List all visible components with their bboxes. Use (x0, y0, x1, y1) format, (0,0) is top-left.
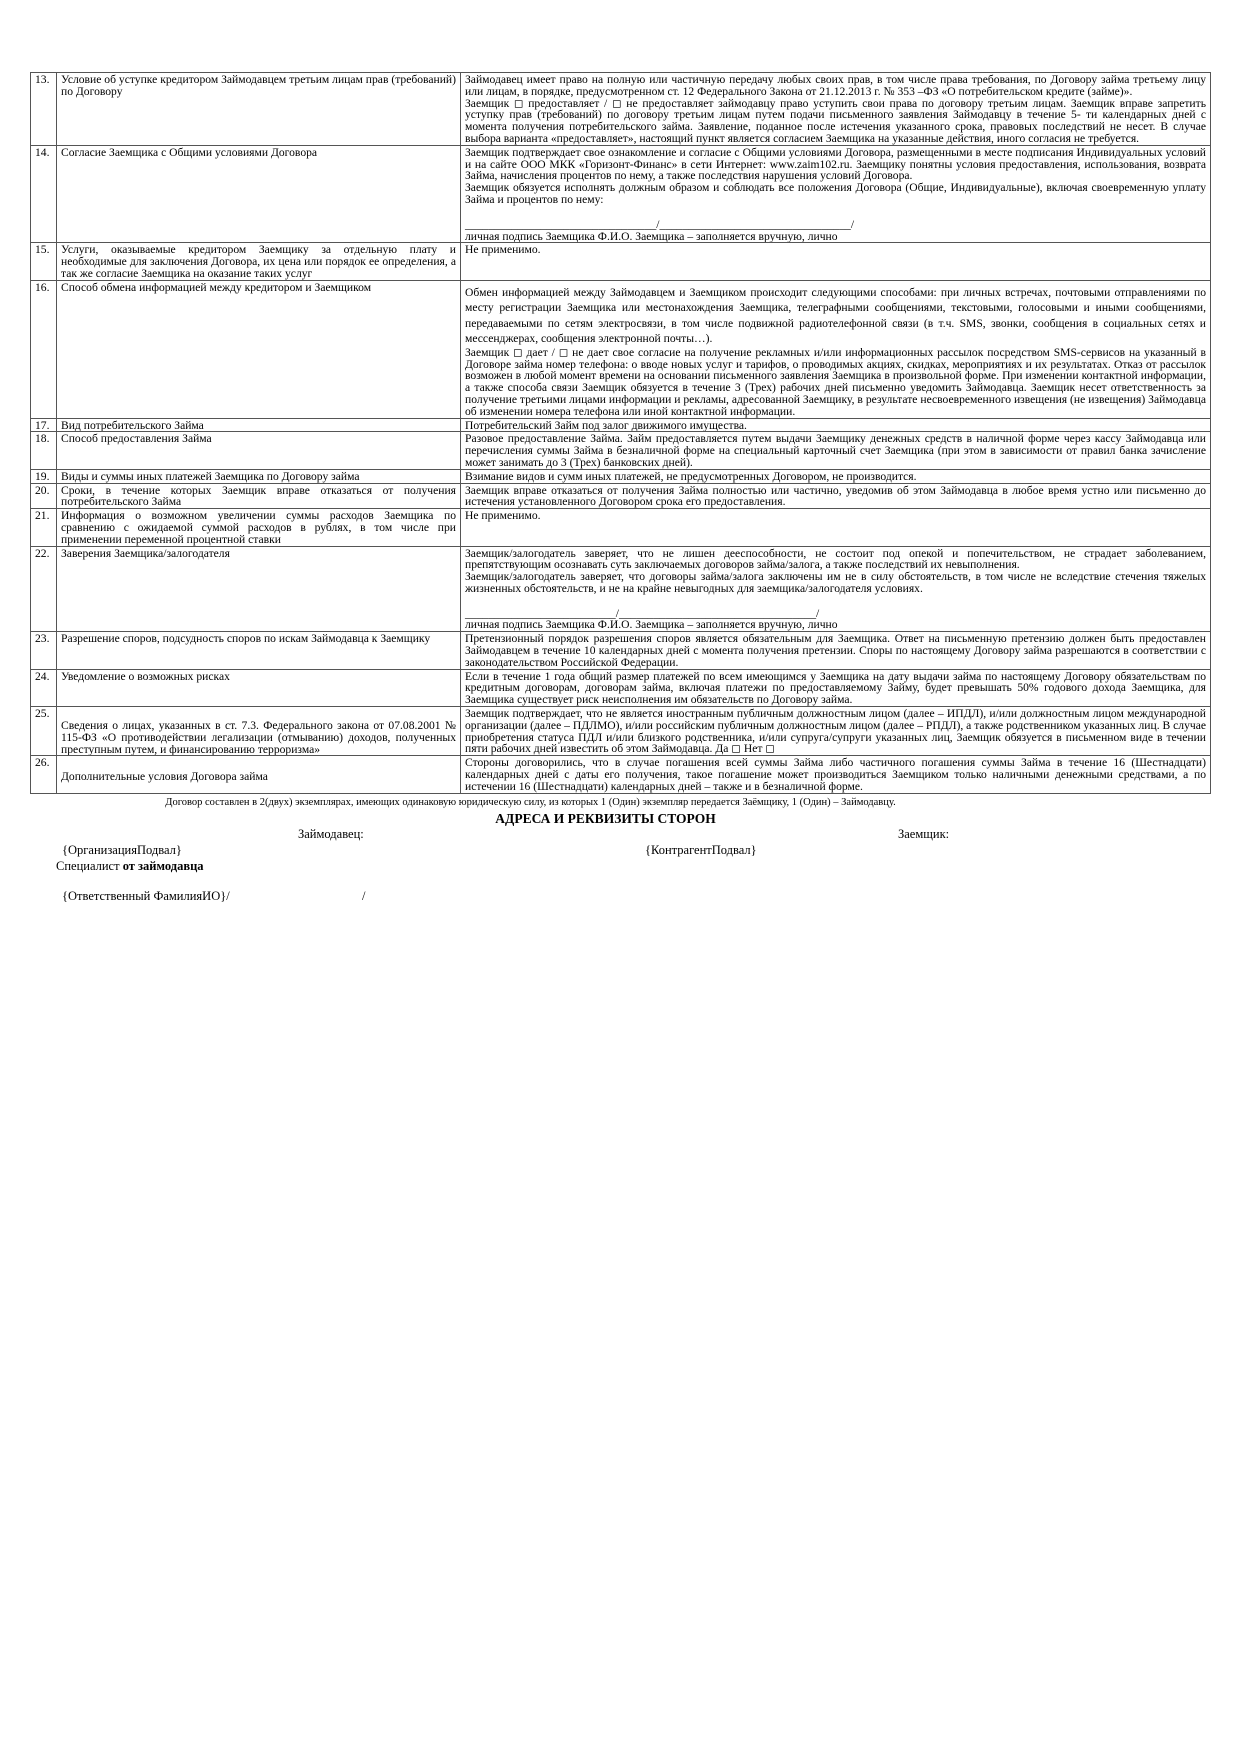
condition-cell (57, 145, 461, 243)
signature-caption: личная подпись Заемщика Ф.И.О. Заемщика – заполняется вручную, лично (465, 618, 838, 632)
responsible-tail: / (362, 888, 366, 903)
signature-line: __________________________/__________________________________/ (465, 606, 820, 620)
row-number: 19. (31, 469, 57, 483)
value-paragraph: Заемщик вправе отказаться от получения Займа полностью или частично, уведомив об этом Займодавца в любое время устно или письменно до истечения установленного Договором срока его предоставления. (465, 483, 1206, 509)
row-number: 22. (31, 546, 57, 632)
condition-text: Услуги, оказываемые кредитором Заемщику за отдельную плату и необходимые для заключения Договора, их цена или порядок ее определения, а так же согласие Заемщика на оказание таких услуг (61, 243, 456, 280)
value-cell (461, 707, 1211, 756)
table-row (31, 707, 1211, 756)
signature-line: _________________________________/_________________________________/ (465, 217, 855, 231)
table-row (31, 632, 1211, 669)
value-cell (461, 432, 1211, 469)
value-paragraph: Потребительский Займ под залог движимого имущества. (465, 418, 747, 432)
condition-cell (57, 756, 461, 793)
borrower-label: Заемщик: (898, 826, 950, 841)
condition-cell (57, 280, 461, 418)
parties-labels-row (30, 827, 1211, 843)
value-cell (461, 509, 1211, 546)
row-number: 20. (31, 483, 57, 509)
specialist-label (56, 859, 204, 874)
condition-text: Дополнительные условия Договора займа (61, 770, 268, 784)
value-paragraph: Обмен информацией между Займодавцем и Заемщиком происходит следующими способами: при личных встречах, почтовыми отправлениями по месту регистрации Заемщика или местонахождения Заемщика, телеграфными сообщениями, текстовыми, голосовыми и иными сообщениями, передаваемыми по сетям электросвязи, в том числе подвижной радиотелефонной связи (в т.ч. SMS, звонки, сообщения в социальных сетях и мессенджерах, сообщения электронной почты…). (465, 285, 1206, 346)
value-cell (461, 669, 1211, 706)
value-cell (461, 418, 1211, 432)
value-paragraph: Разовое предоставление Займа. Займ предоставляется путем выдачи Заемщику денежных средств в наличной форме через кассу Займодавца или перечисления суммы Займа в безналичной форме на специальный карточный счет Заемщика (при этом в зависимости от правил банка зачисление может занимать до 3 (Трех) банковских дней). (465, 432, 1206, 469)
condition-text: Виды и суммы иных платежей Заемщика по Договору займа (61, 469, 360, 483)
value-paragraph: Заемщик/залогодатель заверяет, что договоры займа/залога заключены им не в силу обстоятельств, в том числе не вследствие стечения тяжелых жизненных обстоятельств, и не на крайне невыгодных для заемщика/залогодателя условиях. (465, 570, 1206, 595)
value-paragraph: Претензионный порядок разрешения споров является обязательным для Заемщика. Ответ на письменную претензию должен быть предоставлен Займодавцем в течение 10 календарных дней с момента получения претензии. Споры по настоящему Договору займа разрешаются в соответствии с законодательством Российской Федерации. (465, 632, 1206, 669)
row-number: 26. (31, 756, 57, 793)
value-cell (461, 483, 1211, 509)
condition-text: Сроки, в течение которых Заемщик вправе отказаться от получения потребительского Займа (61, 483, 456, 509)
condition-cell (57, 707, 461, 756)
table-row (31, 432, 1211, 469)
responsible-placeholder: {Ответственный ФамилияИО}/ (62, 888, 230, 903)
specialist-bold: от займодавца (122, 858, 204, 873)
condition-text: Уведомление о возможных рисках (61, 669, 230, 683)
table-row (31, 469, 1211, 483)
document-page (30, 72, 1211, 905)
value-cell (461, 469, 1211, 483)
lender-label: Займодавец: (298, 826, 364, 841)
condition-cell (57, 243, 461, 280)
value-cell (461, 145, 1211, 243)
value-cell (461, 756, 1211, 793)
table-row (31, 509, 1211, 546)
value-cell (461, 243, 1211, 280)
value-paragraph: Если в течение 1 года общий размер платежей по всем имеющимся у Заемщика на дату выдачи займа по настоящему Договору обязательствам по кредитным договорам, договорам займа, включая платежи по предоставляемому Займу, будет превышать 50% годового дохода Заемщика, для Заемщика существует риск неисполнения им обязательств по Договору займа. (465, 669, 1206, 707)
condition-text: Разрешение споров, подсудность споров по искам Займодавца к Заемщику (61, 632, 431, 646)
addresses-title: АДРЕСА И РЕКВИЗИТЫ СТОРОН (495, 810, 716, 826)
value-cell (461, 73, 1211, 146)
borrower-placeholder: {КонтрагентПодвал} (645, 842, 757, 857)
value-cell (461, 632, 1211, 669)
table-row (31, 73, 1211, 146)
condition-cell (57, 432, 461, 469)
row-number: 16. (31, 280, 57, 418)
value-paragraph: Не применимо. (465, 243, 541, 257)
condition-text: Способ предоставления Займа (61, 432, 212, 446)
parties-placeholders-row (30, 843, 1211, 859)
specialist-row (30, 859, 1211, 875)
lender-placeholder: {ОрганизацияПодвал} (62, 842, 182, 857)
condition-cell (57, 73, 461, 146)
specialist-prefix: Специалист (56, 858, 123, 873)
row-number: 13. (31, 73, 57, 146)
loan-terms-table (30, 72, 1211, 794)
condition-cell (57, 483, 461, 509)
table-row (31, 669, 1211, 706)
value-paragraph: Взимание видов и сумм иных платежей, не предусмотренных Договором, не производится. (465, 469, 917, 483)
row-number: 14. (31, 145, 57, 243)
value-paragraph: Заемщик обязуется исполнять должным образом и соблюдать все положения Договора (Общие, Индивидуальные), включая своевременную уплату Займа и процентов по нему: (465, 181, 1206, 206)
row-number: 24. (31, 669, 57, 706)
condition-text: Вид потребительского Займа (61, 418, 204, 432)
table-row (31, 243, 1211, 280)
value-cell (461, 546, 1211, 632)
value-paragraph: Заемщик ◻ предоставляет / ◻ не предоставляет займодавцу право уступить свои права по договору третьим лицам. Заемщик вправе запретить уступку прав (требований) по договору третьим лицам путем подачи письменного заявления Займодавцу в течение 5- ти календарных дней с момента получения потребительского займа. Заявление, поданное после истечения указанного срока, правовых последствий не несет. В случае выбора варианта «предоставляет», настоящий пункт является согласием Заемщика на указанные действия, иного согласия не требуется. (465, 96, 1206, 145)
condition-text: Заверения Заемщика/залогодателя (61, 546, 230, 560)
table-row (31, 546, 1211, 632)
value-paragraph: Заемщик/залогодатель заверяет, что не лишен дееспособности, не состоит под опекой и попечительством, не страдает заболеванием, препятствующим осознавать суть заключаемых договоров займа/залога, а также последствий их невыполнения. (465, 546, 1206, 572)
row-number: 18. (31, 432, 57, 469)
condition-text: Условие об уступке кредитором Займодавцем третьим лицам прав (требований) по Договору (61, 73, 456, 98)
row-number: 17. (31, 418, 57, 432)
condition-text: Информация о возможном увеличении суммы расходов Заемщика по сравнению с ожидаемой суммой расходов в рублях, в том числе при применении переменной процентной ставки (61, 509, 456, 546)
condition-text: Согласие Заемщика с Общими условиями Договора (61, 145, 318, 159)
value-paragraph: Заемщик подтверждает свое ознакомление и согласие с Общими условиями Договора, размещенными в месте подписания Индивидуальных условий и на сайте ООО МКК «Горизонт-Финанс» в сети Интернет: www.zaim102.ru. Заемщику понятны условия предоставления, использования, возврата Займа, начисления процентов по нему, а также последствия нарушения условий Договора. (465, 145, 1206, 183)
value-paragraph: Заемщик ◻ дает / ◻ не дает свое согласие на получение рекламных и/или информационных рассылок посредством SMS-сервисов на указанный в Договоре займа номер телефона: о вводе новых услуг и тарифов, о проводимых акциях, скидках, мероприятиях и их результатах. Отказ от рассылок возможен в любой момент времени на основании письменного заявления Заемщика в произвольной форме. При изменении контактной информации, а также способа связи Заемщик обязуется в течение 3 (Трех) рабочих дней письменно уведомить Займодавца. Заемщик несет ответственность за получение третьими лицами информации и рекламы, адресованной Заемщику, в результате несвоевременного извещения (не извещения) Займодавца об изменении номера телефона или иной контактной информации. (465, 345, 1206, 418)
value-paragraph: Не применимо. (465, 509, 541, 523)
table-row (31, 418, 1211, 432)
table-row (31, 280, 1211, 418)
condition-text: Сведения о лицах, указанных в ст. 7.3. Федерального закона от 07.08.2001 № 115-ФЗ «О противодействии легализации (отмыванию) доходов, полученных преступным путем, и финансированию терроризма» (61, 719, 456, 756)
condition-cell (57, 669, 461, 706)
table-row (31, 756, 1211, 793)
value-paragraph: Заемщик подтверждает, что не является иностранным публичным должностным лицом (далее – ИПДЛ), и/или должностным лицом международной организации (далее – ПДЛМО), и/или российским публичным должностным лицом (далее – РПДЛ), а также родственником указанных лиц. В случае приобретения статуса ПДЛ и/или близкого родственника, и/или супруга/супруги указанных лиц, Заемщик обязуется в письменном виде в течении пяти рабочих дней известить об этом Займодавца. Да ◻ Нет ◻ (465, 707, 1206, 756)
value-paragraph: Займодавец имеет право на полную или частичную передачу любых своих прав, в том числе права требования, по Договору займа третьему лицу или лицам, в порядке, предусмотренном ст. 12 Федерального Закона от 21.12.2013 г. № 353 –ФЗ «О потребительском кредите (займе)». (465, 73, 1206, 98)
condition-cell (57, 509, 461, 546)
copies-note: Договор составлен в 2(двух) экземплярах, имеющих одинаковую юридическую силу, из которых 1 (Один) экземпляр передается Заёмщику, 1 (Один) – Займодавцу. (165, 796, 896, 808)
condition-cell (57, 418, 461, 432)
condition-cell (57, 632, 461, 669)
row-number: 15. (31, 243, 57, 280)
responsible-row (30, 889, 1211, 905)
row-number: 23. (31, 632, 57, 669)
value-paragraph: Стороны договорились, что в случае погашения всей суммы Займа либо частичного погашения суммы Займа в течение 16 (Шестнадцати) календарных дней с даты его получения, такое погашение может производиться Заемщиком только наличными денежными средствами, а по истечении 16 (Шестнадцати) календарных дней – также и в безналичной форме. (465, 756, 1206, 794)
row-number: 21. (31, 509, 57, 546)
signature-caption: личная подпись Заемщика Ф.И.О. Заемщика – заполняется вручную, лично (465, 229, 838, 243)
row-number: 25. (31, 707, 57, 756)
value-cell (461, 280, 1211, 418)
condition-cell (57, 546, 461, 632)
condition-text: Способ обмена информацией между кредитором и Заемщиком (61, 280, 372, 294)
table-row (31, 483, 1211, 509)
table-row (31, 145, 1211, 243)
condition-cell (57, 469, 461, 483)
